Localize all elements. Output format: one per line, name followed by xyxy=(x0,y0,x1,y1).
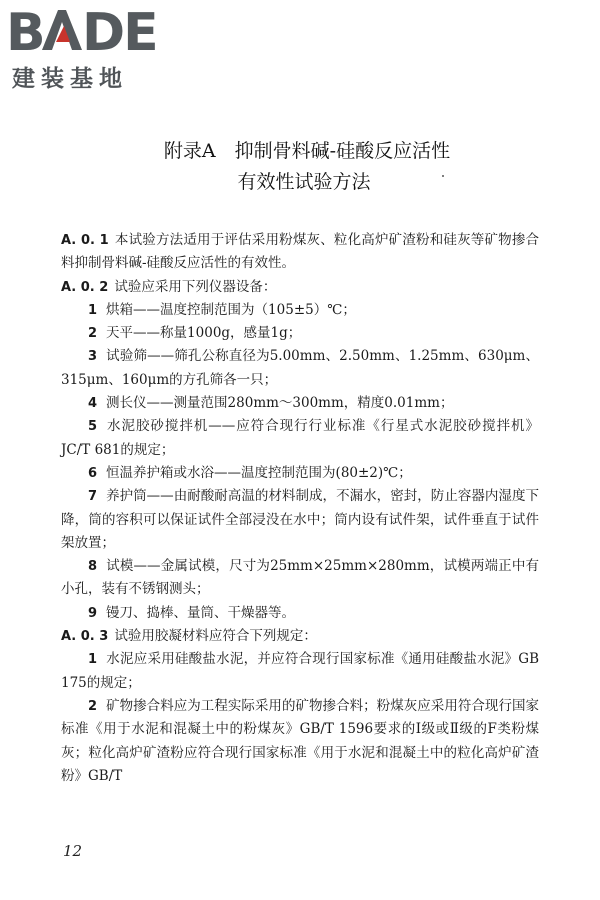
list-item xyxy=(61,415,539,462)
list-item xyxy=(61,322,539,345)
logo-a-glyph xyxy=(42,10,82,50)
item-text: 试验筛——筛孔公称直径为5.00mm、2.50mm、1.25mm、630μm、315μm、160μm的方孔筛各一只； xyxy=(61,348,539,388)
list-item xyxy=(61,392,539,415)
paragraph-text: 试验用胶凝材料应符合下列规定： xyxy=(114,628,317,645)
item-number: 2 xyxy=(88,698,98,714)
item-number: 1 xyxy=(88,302,98,318)
item-number: 3 xyxy=(88,349,98,365)
item-text: 恒温养护箱或水浴——温度控制范围为(80±2)℃； xyxy=(106,464,412,481)
item-text: 水泥应采用硅酸盐水泥，并应符合现行国家标准《通用硅酸盐水泥》GB 175的规定； xyxy=(61,651,539,691)
appendix-title xyxy=(0,136,600,198)
scan-speck xyxy=(442,175,444,177)
title-line-1: 附录A 抑制骨料碱-硅酸反应活性 xyxy=(163,140,451,162)
svg-text:B: B xyxy=(6,3,44,58)
paragraph-a03 xyxy=(61,625,539,648)
item-text: 烘箱——温度控制范围为（105±5）℃； xyxy=(106,301,356,318)
logo-tagline: 建装基地 xyxy=(12,66,128,92)
item-number: 6 xyxy=(88,465,98,481)
bade-wordmark xyxy=(6,2,178,58)
item-text: 天平——称量1000g，感量1g； xyxy=(106,325,302,342)
item-number: 8 xyxy=(88,559,98,575)
list-item xyxy=(61,462,539,485)
list-item xyxy=(61,345,539,392)
item-number: 4 xyxy=(88,396,98,412)
title-line-2: 有效性试验方法 xyxy=(237,171,371,193)
paragraph-text: 试验应采用下列仪器设备： xyxy=(114,278,277,295)
list-item xyxy=(61,648,539,695)
page-number: 12 xyxy=(63,842,83,860)
list-item xyxy=(61,695,539,788)
item-number: 5 xyxy=(88,419,98,435)
bade-logo xyxy=(6,2,178,98)
list-item xyxy=(61,485,539,555)
paragraph-a02 xyxy=(61,276,539,299)
list-item xyxy=(61,602,539,625)
list-item xyxy=(61,555,539,602)
item-number: 9 xyxy=(88,605,98,621)
document-body xyxy=(61,229,539,788)
section-number: A. 0. 1 xyxy=(61,233,109,248)
item-number: 7 xyxy=(88,489,98,505)
svg-text:DE: DE xyxy=(82,3,157,58)
item-number: 1 xyxy=(88,652,98,668)
item-text: 测长仪——测量范围280mm～300mm，精度0.01mm； xyxy=(106,395,454,412)
list-item xyxy=(61,299,539,322)
paragraph-text: 本试验方法适用于评估采用粉煤灰、粒化高炉矿渣粉和硅灰等矿物掺合料抑制骨料碱-硅酸反应活性的有效性。 xyxy=(61,232,540,272)
section-number: A. 0. 3 xyxy=(61,629,109,645)
section-number: A. 0. 2 xyxy=(61,279,109,295)
paragraph-a01 xyxy=(61,229,539,276)
item-text: 养护筒——由耐酸耐高温的材料制成，不漏水，密封，防止容器内湿度下降，筒的容积可以保证试件全部浸没在水中；筒内设有试件架，试件垂直于试件架放置； xyxy=(61,488,539,551)
item-text: 水泥胶砂搅拌机——应符合现行行业标准《行星式水泥胶砂搅拌机》JC/T 681的规定； xyxy=(61,418,539,458)
item-text: 矿物掺合料应为工程实际采用的矿物掺合料；粉煤灰应采用符合现行国家标准《用于水泥和混凝土中的粉煤灰》GB/T 1596要求的Ⅰ级或Ⅱ级的F类粉煤灰；粒化高炉矿渣粉应符合现行国家标准《用于水泥和混凝土中的粒化高炉矿渣粉》GB/T xyxy=(61,697,539,784)
item-text: 试模——金属试模，尺寸为25mm×25mm×280mm，试模两端正中有小孔，装有不锈钢测头； xyxy=(61,558,539,598)
item-number: 2 xyxy=(88,326,98,342)
item-text: 镘刀、捣棒、量筒、干燥器等。 xyxy=(106,604,296,621)
